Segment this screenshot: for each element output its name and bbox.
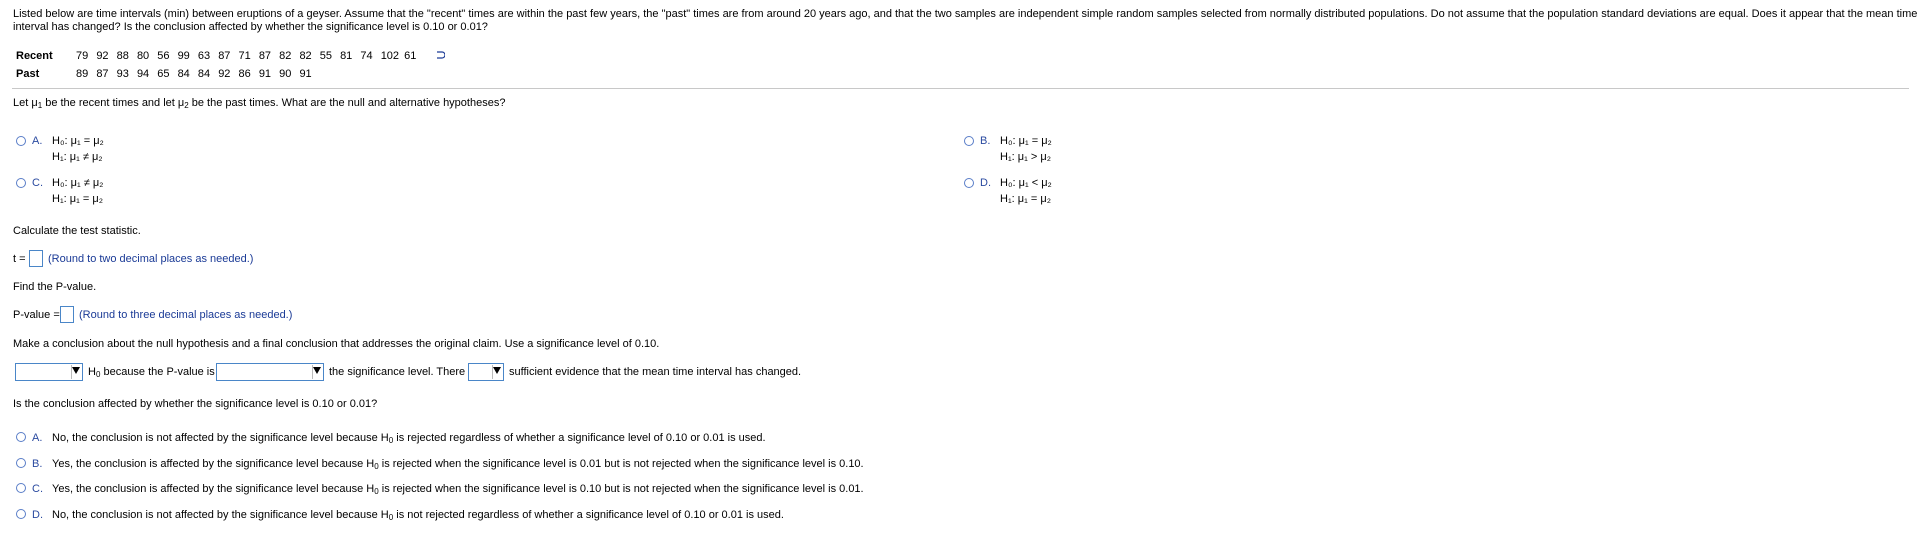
prompt-text: be the recent times and let	[42, 97, 178, 109]
past-value: 92	[218, 68, 231, 80]
pvalue-comparison-select[interactable]	[216, 363, 324, 381]
affected-option-a-text[interactable]	[52, 432, 766, 445]
affected-option-d-text[interactable]	[52, 509, 784, 522]
subscript: 1	[37, 101, 43, 110]
option-letter-a: A.	[32, 432, 43, 444]
hypothesis-c-h1[interactable]: H₁: μ₁ = μ₂	[52, 193, 103, 205]
prompt-text: be the past times. What are the null and alternative hypotheses?	[188, 97, 506, 109]
chevron-down-icon	[493, 367, 501, 374]
t-label: t =	[13, 253, 26, 265]
option-text: Yes, the conclusion is affected by the significance level because H	[52, 483, 375, 495]
recent-values	[76, 50, 416, 62]
past-value: 89	[76, 68, 89, 80]
recent-value: 56	[157, 50, 170, 62]
affected-option-c-text[interactable]	[52, 483, 864, 496]
past-value: 65	[157, 68, 170, 80]
subscript: 0	[388, 513, 394, 522]
recent-value: 81	[340, 50, 353, 62]
option-letter-b: B.	[980, 135, 991, 147]
past-value: 91	[299, 68, 312, 80]
prompt-text: Let	[13, 97, 32, 109]
hypothesis-d-h0[interactable]: H₀: μ₁ < μ₂	[1000, 177, 1052, 189]
past-value: 86	[238, 68, 251, 80]
test-statistic-prompt: Calculate the test statistic.	[13, 225, 141, 237]
past-label: Past	[16, 68, 40, 80]
affected-option-b-text[interactable]	[52, 458, 864, 471]
question-intro-line2: interval has changed? Is the conclusion affected by whether the significance level is 0.10 or 0.01?	[13, 21, 488, 33]
recent-value: 71	[238, 50, 251, 62]
option-letter-d: D.	[980, 177, 991, 189]
p-value-label: P-value =	[13, 309, 60, 321]
reject-decision-select[interactable]	[15, 363, 83, 381]
subscript: 0	[95, 370, 101, 379]
recent-value: 61	[404, 50, 417, 62]
past-values	[76, 68, 312, 80]
recent-value: 74	[360, 50, 373, 62]
option-letter-d: D.	[32, 509, 43, 521]
recent-value: 92	[96, 50, 109, 62]
past-value: 84	[197, 68, 211, 80]
hypothesis-c-h0[interactable]: H₀: μ₁ ≠ μ₂	[52, 177, 104, 189]
copy-data-icon[interactable]	[435, 49, 445, 61]
option-text: No, the conclusion is not affected by the significance level because H	[52, 509, 389, 521]
section-divider	[12, 88, 1909, 89]
radio-hypothesis-d[interactable]	[964, 178, 974, 188]
option-letter-a: A.	[32, 135, 43, 147]
radio-hypothesis-b[interactable]	[964, 136, 974, 146]
h0-because-text	[88, 366, 215, 379]
recent-value: 79	[76, 50, 89, 62]
evidence-end-text: sufficient evidence that the mean time interval has changed.	[509, 366, 802, 378]
recent-value: 80	[136, 50, 150, 62]
hypothesis-b-h1[interactable]: H₁: μ₁ > μ₂	[1000, 151, 1051, 163]
subscript: 0	[388, 436, 394, 445]
significance-there-text: the significance level. There	[329, 366, 466, 378]
radio-hypothesis-a[interactable]	[16, 136, 26, 146]
t-hint: (Round to two decimal places as needed.)	[48, 253, 254, 265]
mu-symbol: μ	[31, 97, 38, 109]
question-intro-line1: Listed below are time intervals (min) between eruptions of a geyser. Assume that the "recent" times are within the past few years, the "past" times are from around 20 years ago, and that the two samples are independent simple random samples selected from normally distributed populations. Do not assume that the population standard deviations are equal. Does it appear that the mean time	[13, 8, 1918, 20]
hypothesis-a-h1[interactable]: H₁: μ₁ ≠ μ₂	[52, 151, 103, 163]
subscript: 0	[374, 462, 379, 471]
hypotheses-prompt	[13, 97, 505, 110]
subscript: 2	[184, 101, 189, 110]
conclusion-prompt: Make a conclusion about the null hypothesis and a final conclusion that addresses the original claim. Use a significance level of 0.10.	[13, 338, 660, 350]
past-value: 84	[177, 68, 190, 80]
recent-value: 87	[258, 50, 272, 62]
radio-hypothesis-c[interactable]	[16, 178, 26, 188]
option-text: is rejected regardless of whether a significance level of 0.10 or 0.01 is used.	[393, 432, 766, 444]
recent-value: 88	[116, 50, 129, 62]
radio-affected-a[interactable]	[16, 432, 26, 442]
option-text: Yes, the conclusion is affected by the significance level because H	[52, 458, 375, 470]
option-text: is rejected when the significance level is 0.01 but is not rejected when the significance level is 0.10.	[378, 458, 864, 470]
radio-affected-b[interactable]	[16, 458, 26, 468]
recent-value: 82	[279, 50, 292, 62]
recent-label: Recent	[16, 50, 53, 62]
recent-value: 82	[299, 50, 312, 62]
past-value: 90	[279, 68, 292, 80]
mu-symbol: μ	[177, 97, 185, 109]
evidence-select[interactable]	[468, 363, 504, 381]
past-value: 93	[116, 68, 129, 80]
chevron-down-icon	[72, 367, 80, 374]
option-letter-b: B.	[32, 458, 43, 470]
option-letter-c: C.	[32, 177, 43, 189]
h-letter: H	[88, 366, 96, 378]
past-value: 87	[96, 68, 109, 80]
recent-value: 55	[319, 50, 332, 62]
subscript: 0	[374, 487, 379, 496]
past-value: 91	[258, 68, 272, 80]
p-value-prompt: Find the P-value.	[13, 281, 97, 293]
because-text: because the P-value is	[100, 366, 215, 378]
recent-value: 63	[197, 50, 211, 62]
recent-value: 99	[177, 50, 190, 62]
recent-value: 102	[380, 50, 400, 62]
p-value-hint: (Round to three decimal places as needed.)	[79, 309, 293, 321]
option-text: No, the conclusion is not affected by the significance level because H	[52, 432, 389, 444]
recent-value: 87	[218, 50, 231, 62]
hypothesis-b-h0[interactable]: H₀: μ₁ = μ₂	[1000, 135, 1052, 147]
radio-affected-d[interactable]	[16, 509, 26, 519]
past-value: 94	[136, 68, 150, 80]
p-value-input[interactable]	[60, 306, 74, 323]
affected-prompt: Is the conclusion affected by whether the significance level is 0.10 or 0.01?	[13, 398, 378, 410]
t-input[interactable]	[29, 250, 43, 267]
option-text: is not rejected regardless of whether a significance level of 0.10 or 0.01 is used.	[393, 509, 784, 521]
option-letter-c: C.	[32, 483, 43, 495]
radio-affected-c[interactable]	[16, 483, 26, 493]
hypothesis-a-h0[interactable]: H₀: μ₁ = μ₂	[52, 135, 104, 147]
hypothesis-d-h1[interactable]: H₁: μ₁ = μ₂	[1000, 193, 1051, 205]
option-text: is rejected when the significance level is 0.10 but is not rejected when the significance level is 0.01.	[378, 483, 864, 495]
chevron-down-icon	[313, 367, 321, 374]
